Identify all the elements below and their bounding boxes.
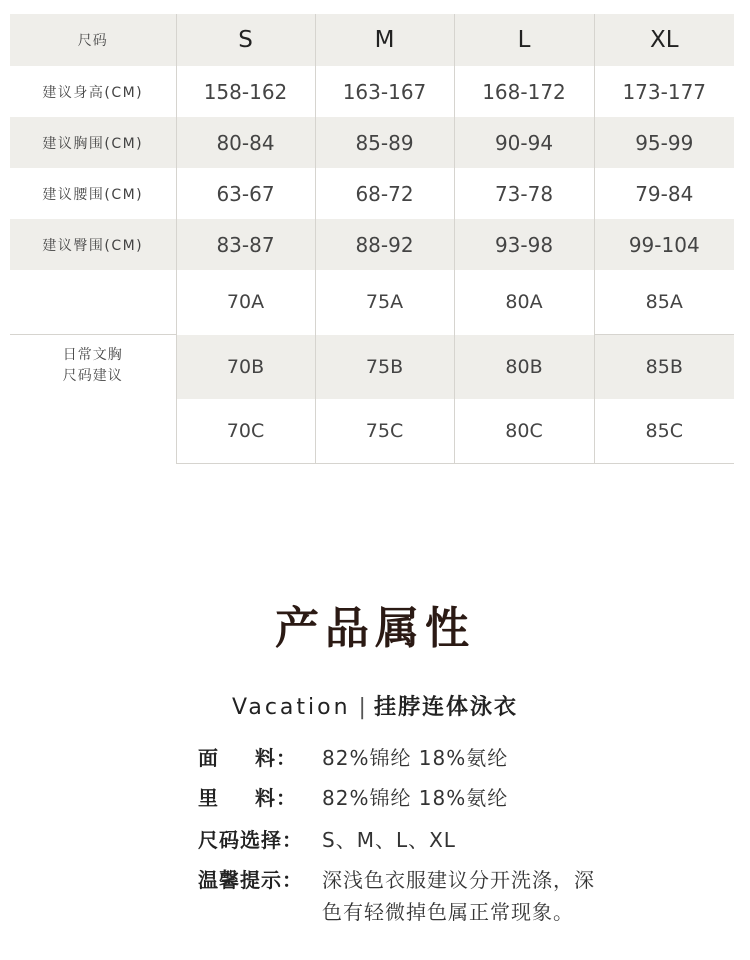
attr-label-char: 料：	[255, 786, 297, 810]
subtitle-separator: |	[358, 695, 366, 720]
table-cell: 80-84	[176, 117, 315, 168]
attr-fabric-value: 82%锦纶 18%氨纶	[322, 746, 509, 770]
attr-note-label: 温馨提示：	[198, 868, 303, 892]
product-subtitle	[0, 690, 750, 721]
size-header-s: S	[176, 14, 315, 66]
row-label: 建议胸围(CM)	[10, 117, 176, 168]
waist-row	[10, 168, 734, 219]
attr-label-char: 里	[198, 786, 219, 810]
table-cell: 168-172	[454, 66, 594, 117]
size-header-row	[10, 14, 734, 66]
section-title: 产品属性	[275, 603, 475, 654]
attr-sizes	[198, 824, 718, 856]
size-header-label: 尺码	[10, 14, 176, 66]
table-cell: 75B	[315, 335, 454, 400]
table-cell: 70B	[176, 335, 315, 400]
table-cell: 88-92	[315, 219, 454, 270]
row-label: 建议腰围(CM)	[10, 168, 176, 219]
attr-lining	[198, 782, 718, 814]
table-cell: 73-78	[454, 168, 594, 219]
table-cell: 80C	[454, 399, 594, 464]
attr-sizes-label: 尺码选择：	[198, 828, 303, 852]
table-cell: 80B	[454, 335, 594, 400]
attr-fabric-label	[198, 742, 322, 774]
table-cell: 68-72	[315, 168, 454, 219]
attr-fabric	[198, 742, 718, 774]
attr-note-value: 深浅色衣服建议分开洗涤，深色有轻微掉色属正常现象。	[322, 868, 595, 924]
row-label: 建议身高(CM)	[10, 66, 176, 117]
hip-row	[10, 219, 734, 270]
table-cell: 95-99	[594, 117, 734, 168]
attr-sizes-value: S、M、L、XL	[322, 828, 456, 852]
size-header-l: L	[454, 14, 594, 66]
table-cell: 99-104	[594, 219, 734, 270]
product-name-en: Vacation	[232, 695, 351, 720]
table-cell: 158-162	[176, 66, 315, 117]
table-cell: 163-167	[315, 66, 454, 117]
bra-label-spacer	[10, 270, 176, 335]
table-cell: 85C	[594, 399, 734, 464]
size-header-xl: XL	[594, 14, 734, 66]
table-cell: 85-89	[315, 117, 454, 168]
table-cell: 85B	[594, 335, 734, 400]
table-cell: 70C	[176, 399, 315, 464]
size-header-m: M	[315, 14, 454, 66]
row-label: 建议臀围(CM)	[10, 219, 176, 270]
table-cell: 75C	[315, 399, 454, 464]
table-cell: 63-67	[176, 168, 315, 219]
bra-row-b	[10, 335, 734, 400]
table-cell: 83-87	[176, 219, 315, 270]
table-cell: 79-84	[635, 181, 694, 206]
table-cell: 75A	[315, 270, 454, 335]
attr-lining-label	[198, 782, 322, 814]
table-cell: 80A	[454, 270, 594, 335]
attr-lining-value: 82%锦纶 18%氨纶	[322, 786, 509, 810]
table-cell: 70A	[176, 270, 315, 335]
table-cell: 90-94	[454, 117, 594, 168]
table-cell: 85A	[594, 270, 734, 335]
attr-note	[198, 864, 718, 928]
bust-row	[10, 117, 734, 168]
size-chart-table	[10, 14, 734, 464]
table-cell: 93-98	[454, 219, 594, 270]
attr-label-char: 面	[198, 746, 219, 770]
table-cell: 173-177	[622, 79, 707, 104]
bra-row-a	[10, 270, 734, 335]
height-row	[10, 66, 734, 117]
product-attributes	[198, 742, 718, 928]
bra-label-line2: 尺码建议	[62, 368, 123, 384]
attr-label-char: 料：	[255, 746, 297, 770]
bra-size-label	[10, 335, 176, 464]
product-name-cn: 挂脖连体泳衣	[373, 695, 518, 720]
bra-label-line1: 日常文胸	[62, 347, 123, 363]
